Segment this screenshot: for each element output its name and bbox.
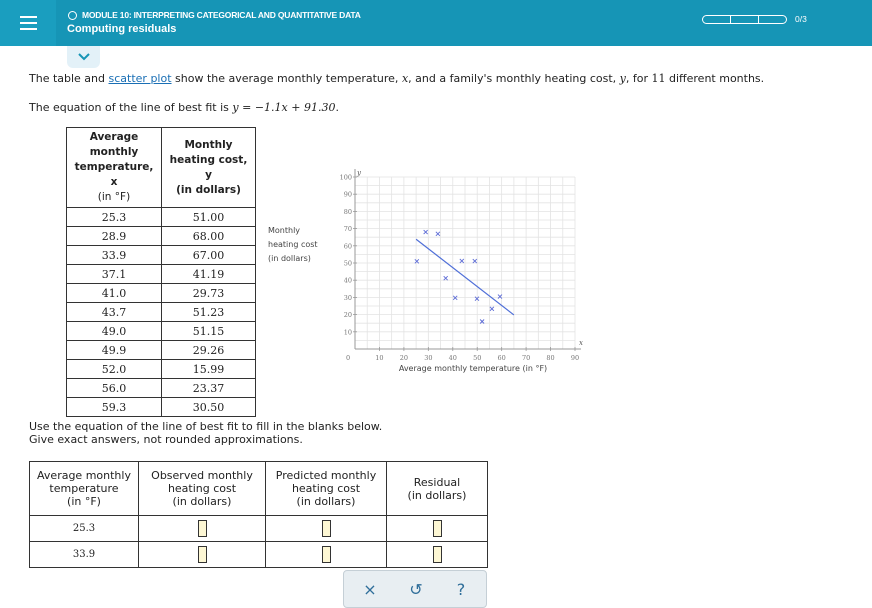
help-icon[interactable]: ?: [450, 579, 472, 601]
table-row: [67, 265, 256, 284]
y-tick-label: 80: [343, 207, 352, 216]
cost-cell: 51.23: [162, 303, 256, 322]
x-tick-label: 30: [424, 354, 433, 362]
data-table: [66, 127, 256, 417]
intro-text: [29, 72, 764, 85]
cost-cell: 15.99: [162, 360, 256, 379]
data-point: [436, 232, 440, 236]
top-header-bar: [0, 0, 872, 46]
header-line: temperature, x: [74, 161, 154, 188]
instructions: [29, 420, 382, 446]
header-line: Residual: [413, 475, 461, 489]
header-line: temperature: [49, 482, 119, 495]
residual-input[interactable]: [433, 520, 442, 537]
temp-cell: 25.3: [67, 208, 162, 227]
cost-cell: 51.00: [162, 208, 256, 227]
header-line: (in °F): [97, 191, 131, 203]
progress-segment: [758, 15, 787, 24]
header-line: heating cost: [291, 482, 361, 495]
collapse-header-button[interactable]: [67, 46, 100, 68]
header-line: (in dollars): [172, 495, 232, 508]
answer-toolbar: [343, 570, 487, 608]
header-line: (in °F): [67, 495, 101, 508]
y-tick-label: 70: [343, 225, 352, 234]
instruction-line: Give exact answers, not rounded approximations.: [29, 433, 303, 446]
answer-header-predicted: [266, 462, 387, 516]
answer-header-observed: [139, 462, 266, 516]
module-circle-icon: [68, 11, 77, 20]
module-title: MODULE 10: INTERPRETING CATEGORICAL AND QUANTITATIVE DATA: [82, 10, 361, 20]
header-line: monthly: [89, 146, 139, 158]
answer-row: [30, 516, 488, 542]
residual-cell: [387, 542, 488, 568]
table-row: [67, 303, 256, 322]
cost-cell: 23.37: [162, 379, 256, 398]
instruction-line: Use the equation of the line of best fit to fill in the blanks below.: [29, 420, 383, 433]
x-tick-label: 10: [375, 354, 384, 362]
table-row: [67, 341, 256, 360]
header-line: heating cost: [167, 482, 237, 495]
header-heating-cost: [162, 128, 256, 208]
progress-segment: [702, 15, 731, 24]
intro-part: different months.: [665, 72, 765, 85]
header-line: Average monthly: [37, 469, 131, 482]
temp-cell: 49.0: [67, 322, 162, 341]
table-row: [67, 360, 256, 379]
data-point: [473, 259, 477, 263]
x-tick-label: 60: [497, 354, 506, 362]
chart-y-label: [268, 224, 328, 266]
x-axis-symbol: x: [579, 339, 583, 347]
var-y: y: [619, 72, 626, 85]
header-line: heating cost, y: [169, 153, 248, 181]
temp-cell: 41.0: [67, 284, 162, 303]
y-tick-label: 100: [339, 173, 352, 182]
cost-cell: 29.26: [162, 341, 256, 360]
intro-part: The table and: [29, 72, 109, 85]
plot-points: [415, 230, 502, 323]
equation-prefix: The equation of the line of best fit is: [29, 101, 233, 114]
table-row: [67, 322, 256, 341]
intro-part: show the average monthly temperature,: [171, 72, 402, 85]
scatter-plot-link[interactable]: scatter plot: [108, 72, 172, 85]
equation-suffix: .: [335, 101, 339, 114]
temp-cell: 33.9: [67, 246, 162, 265]
header-line: (in dollars): [296, 495, 356, 508]
y-tick-label: 10: [343, 328, 352, 337]
answer-temp-cell: 25.3: [30, 516, 139, 542]
header-line: (in dollars): [176, 183, 241, 196]
cost-cell: 68.00: [162, 227, 256, 246]
x-axis-title: Average monthly temperature (in °F): [398, 364, 548, 373]
x-tick-label: 40: [448, 354, 457, 362]
observed-input[interactable]: [198, 520, 207, 537]
header-line: Monthly: [184, 138, 233, 151]
var-x: x: [401, 72, 409, 85]
equation-formula: y = −1.1x + 91.30: [232, 101, 336, 114]
data-point: [453, 296, 457, 300]
residual-cell: [387, 516, 488, 542]
x-tick-label: 50: [473, 354, 482, 362]
temp-cell: 59.3: [67, 398, 162, 417]
intro-part: , for: [625, 72, 652, 85]
table-row: [67, 284, 256, 303]
header-line: (in dollars): [407, 488, 467, 502]
y-tick-label: 50: [343, 259, 352, 268]
month-count: 11: [651, 72, 666, 85]
cost-cell: 30.50: [162, 398, 256, 417]
table-row: [67, 208, 256, 227]
equation-text: [29, 101, 339, 114]
cost-cell: 29.73: [162, 284, 256, 303]
table-row: [67, 379, 256, 398]
temp-cell: 43.7: [67, 303, 162, 322]
y-axis-symbol: y: [357, 169, 361, 177]
table-row: [67, 246, 256, 265]
module-label: [68, 9, 361, 21]
progress-segment: [730, 15, 759, 24]
data-point: [424, 230, 428, 234]
header-line: Predicted monthly: [275, 469, 377, 482]
x-tick-label: 20: [399, 354, 409, 362]
observed-cell: [139, 542, 266, 568]
data-point: [460, 259, 464, 263]
table-row: [67, 227, 256, 246]
predicted-cell: [266, 516, 387, 542]
y-tick-label: 20: [343, 311, 352, 320]
plot-grid: [355, 177, 575, 349]
cost-cell: 67.00: [162, 246, 256, 265]
cost-cell: 41.19: [162, 265, 256, 284]
y-tick-label: 30: [343, 293, 352, 302]
table-row: [67, 398, 256, 417]
residual-input[interactable]: [433, 546, 442, 563]
x-tick-label: 80: [546, 354, 555, 362]
x-tick-label: 90: [570, 354, 580, 362]
answer-temp-cell: 33.9: [30, 542, 139, 568]
progress-count: 0/3: [795, 14, 807, 24]
predicted-input[interactable]: [322, 520, 331, 537]
answer-table: [29, 461, 488, 568]
progress-bar: [702, 15, 787, 24]
y-label-line: Monthly: [268, 226, 301, 235]
header-line: Observed monthly: [151, 469, 253, 482]
origin-label: 0: [346, 354, 351, 362]
clear-icon[interactable]: ×: [359, 579, 381, 601]
data-point: [490, 307, 494, 311]
temp-cell: 52.0: [67, 360, 162, 379]
y-tick-label: 90: [343, 190, 352, 199]
y-tick-label: 60: [343, 242, 352, 251]
header-temperature: [67, 128, 162, 208]
undo-icon[interactable]: ↺: [405, 579, 427, 601]
predicted-input[interactable]: [322, 546, 331, 563]
menu-hamburger-icon[interactable]: [0, 0, 56, 46]
temp-cell: 56.0: [67, 379, 162, 398]
page-title: Computing residuals: [67, 23, 177, 35]
y-tick-label: 40: [343, 276, 352, 285]
cost-cell: 51.15: [162, 322, 256, 341]
intro-part: , and a family's monthly heating cost,: [408, 72, 620, 85]
answer-header-residual: [387, 462, 488, 516]
observed-cell: [139, 516, 266, 542]
temp-cell: 49.9: [67, 341, 162, 360]
header-line: Average: [89, 131, 139, 143]
temp-cell: 28.9: [67, 227, 162, 246]
answer-row: [30, 542, 488, 568]
x-tick-label: 70: [521, 354, 531, 362]
plot-ticks: [340, 174, 580, 363]
observed-input[interactable]: [198, 546, 207, 563]
predicted-cell: [266, 542, 387, 568]
answer-header-temperature: [30, 462, 139, 516]
data-point: [444, 276, 448, 280]
scatter-plot: [333, 160, 583, 380]
y-label-line: (in dollars): [268, 254, 311, 263]
chevron-down-icon: [78, 53, 90, 61]
y-label-line: heating cost: [268, 240, 318, 249]
temp-cell: 37.1: [67, 265, 162, 284]
